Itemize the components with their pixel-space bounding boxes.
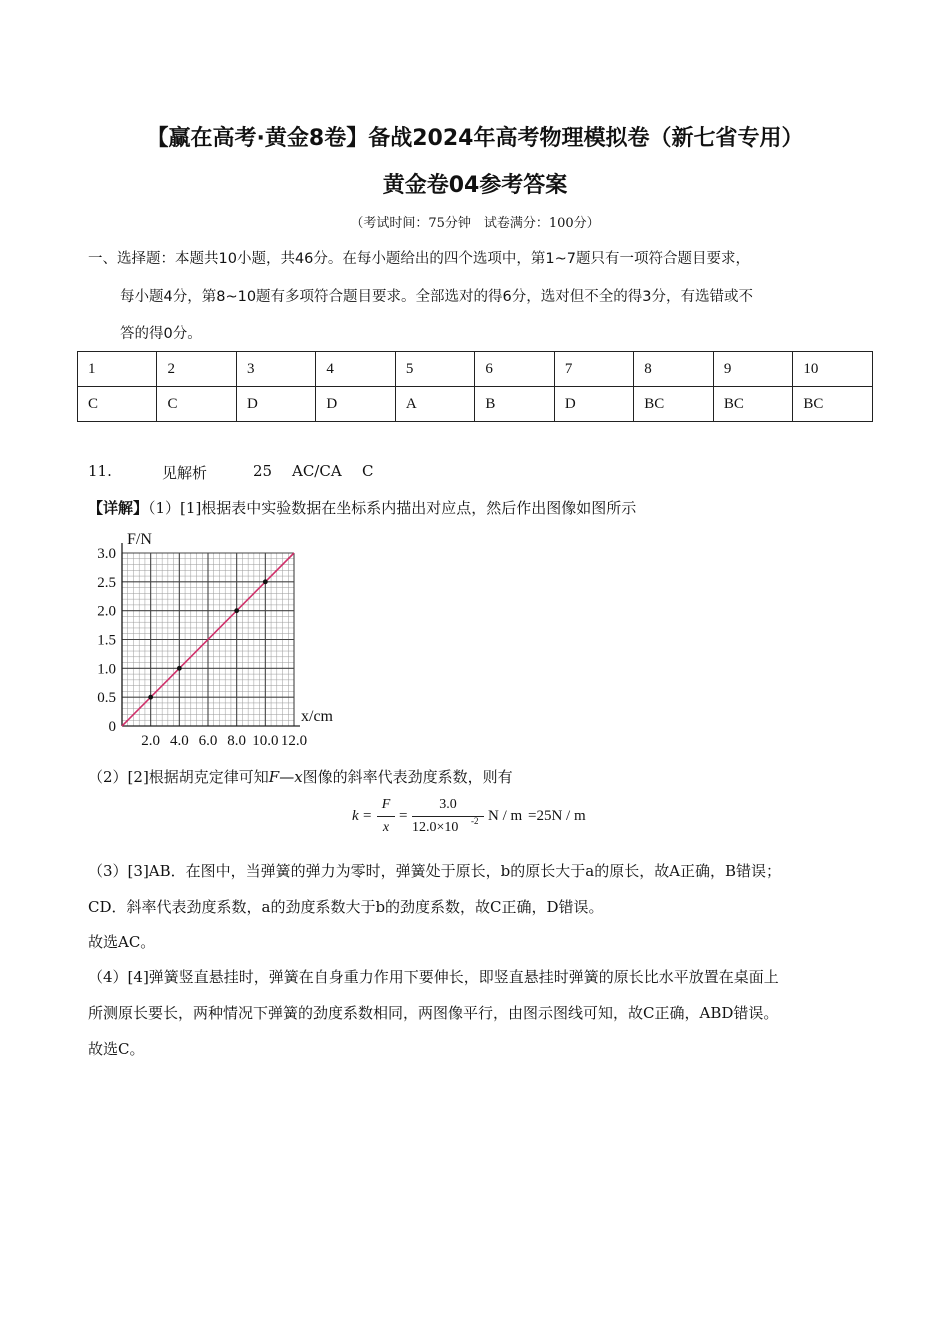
table-cell: 8 xyxy=(634,352,714,387)
y-tick-label: 1.0 xyxy=(97,661,116,678)
eq-numerator: 3.0 xyxy=(439,797,457,812)
table-cell: BC xyxy=(793,387,873,422)
detail-p2-text-b: 图像的斜率代表劲度系数，则有 xyxy=(302,768,513,786)
table-cell: D xyxy=(554,387,633,422)
chart-x-tick-labels xyxy=(141,733,307,749)
section1-line2: 每小题4分，第8~10题有多项符合题目要求。全部选对的得6分，选对但不全的得3分，有选错或不 xyxy=(120,289,753,305)
table-cell: 9 xyxy=(713,352,793,387)
document-subtitle: 黄金卷04参考答案 xyxy=(382,173,568,198)
eq-result: =25N / m xyxy=(528,808,586,824)
detail-tag: 【详解】 xyxy=(88,499,149,517)
table-cell: BC xyxy=(713,387,793,422)
eq-k: k xyxy=(352,808,359,824)
q11-answer-4: C xyxy=(362,462,374,480)
chart-y-tick-labels xyxy=(97,546,116,735)
table-cell: 6 xyxy=(475,352,554,387)
x-tick-label: 6.0 xyxy=(198,733,218,749)
table-cell: A xyxy=(395,387,474,422)
q11-answer-1: 见解析 xyxy=(162,464,208,482)
eq-F: F xyxy=(381,797,391,812)
x-tick-label: 4.0 xyxy=(169,733,189,749)
section1-line1: 一、选择题：本题共10小题，共46分。在每小题给出的四个选项中，第1~7题只有一项符合题目要求， xyxy=(88,251,750,267)
q11-answer-2: 25 xyxy=(253,462,273,480)
detail-p1-text: （1）[1]根据表中实验数据在坐标系内描出对应点，然后作出图像如图所示 xyxy=(148,499,637,517)
detail-p4-line3: 故选C。 xyxy=(88,1040,145,1058)
table-cell: D xyxy=(316,387,395,422)
x-tick-label: 12.0 xyxy=(280,733,308,749)
y-tick-label: 2.0 xyxy=(97,603,116,620)
eq-unit: N / m xyxy=(488,808,523,824)
data-point xyxy=(148,695,153,700)
table-cell: C xyxy=(157,387,236,422)
table-cell: B xyxy=(475,387,554,422)
q11-number: 11. xyxy=(88,462,112,480)
table-cell: 10 xyxy=(793,352,873,387)
x-axis-label: x/cm xyxy=(301,708,333,725)
detail-p4-line2: 所测原长要长，两种情况下弹簧的劲度系数相同，两图像平行，由图示图线可知，故C正确，ABD错误。 xyxy=(88,1004,779,1022)
detail-paragraph-2 xyxy=(88,766,513,787)
q11-answer-3: AC/CA xyxy=(292,462,342,480)
table-cell: 5 xyxy=(395,352,474,387)
exam-meta: （考试时间：75分钟 试卷满分：100分） xyxy=(350,216,600,231)
data-point xyxy=(234,608,239,613)
answer-table xyxy=(77,351,873,422)
y-tick-label: 0.5 xyxy=(97,690,116,707)
data-point xyxy=(263,579,268,584)
x-tick-label: 8.0 xyxy=(227,733,247,749)
y-tick-label: 3.0 xyxy=(97,546,116,562)
eq-equals-1: = xyxy=(363,808,372,824)
y-tick-label: 1.5 xyxy=(97,632,116,649)
table-cell: 2 xyxy=(157,352,236,387)
table-cell: C xyxy=(78,387,157,422)
eq-x: x xyxy=(382,820,390,835)
eq-fraction-line-1 xyxy=(377,816,395,817)
document-title: 【赢在高考·黄金8卷】备战2024年高考物理模拟卷（新七省专用） xyxy=(146,126,804,151)
table-cell: 7 xyxy=(554,352,633,387)
detail-p2-fx: F—x xyxy=(268,768,303,786)
detail-p3-line2: CD．斜率代表劲度系数，a的劲度系数大于b的劲度系数，故C正确，D错误。 xyxy=(88,898,604,916)
y-tick-label: 2.5 xyxy=(97,574,116,591)
detail-p3-line3: 故选AC。 xyxy=(88,933,156,951)
answer-table-answer-row xyxy=(78,387,873,422)
answer-table-number-row xyxy=(78,352,873,387)
y-axis-label: F/N xyxy=(127,531,152,548)
detail-p4-line1: （4）[4]弹簧竖直悬挂时，弹簧在自身重力作用下要伸长，即竖直悬挂时弹簧的原长比水平放置在桌面上 xyxy=(88,968,779,986)
eq-equals-2: = xyxy=(399,808,408,824)
table-cell: 1 xyxy=(78,352,157,387)
eq-denominator: 12.0×10 xyxy=(412,820,459,835)
detail-paragraph-1 xyxy=(88,497,636,518)
table-cell: BC xyxy=(634,387,714,422)
f-x-chart xyxy=(88,530,348,750)
y-tick-label: 0 xyxy=(108,719,116,735)
x-tick-label: 10.0 xyxy=(252,733,279,749)
detail-p3-line1: （3）[3]AB．在图中，当弹簧的弹力为零时，弹簧处于原长，b的原长大于a的原长，故A正确，B错误； xyxy=(88,862,782,880)
table-cell: 3 xyxy=(236,352,315,387)
table-cell: D xyxy=(236,387,315,422)
data-point xyxy=(177,666,182,671)
detail-p2-text-a: （2）[2]根据胡克定律可知 xyxy=(88,768,269,786)
section1-line3: 答的得0分。 xyxy=(120,326,202,342)
table-cell: 4 xyxy=(316,352,395,387)
x-tick-label: 2.0 xyxy=(141,733,161,749)
eq-exponent: -2 xyxy=(471,816,479,826)
